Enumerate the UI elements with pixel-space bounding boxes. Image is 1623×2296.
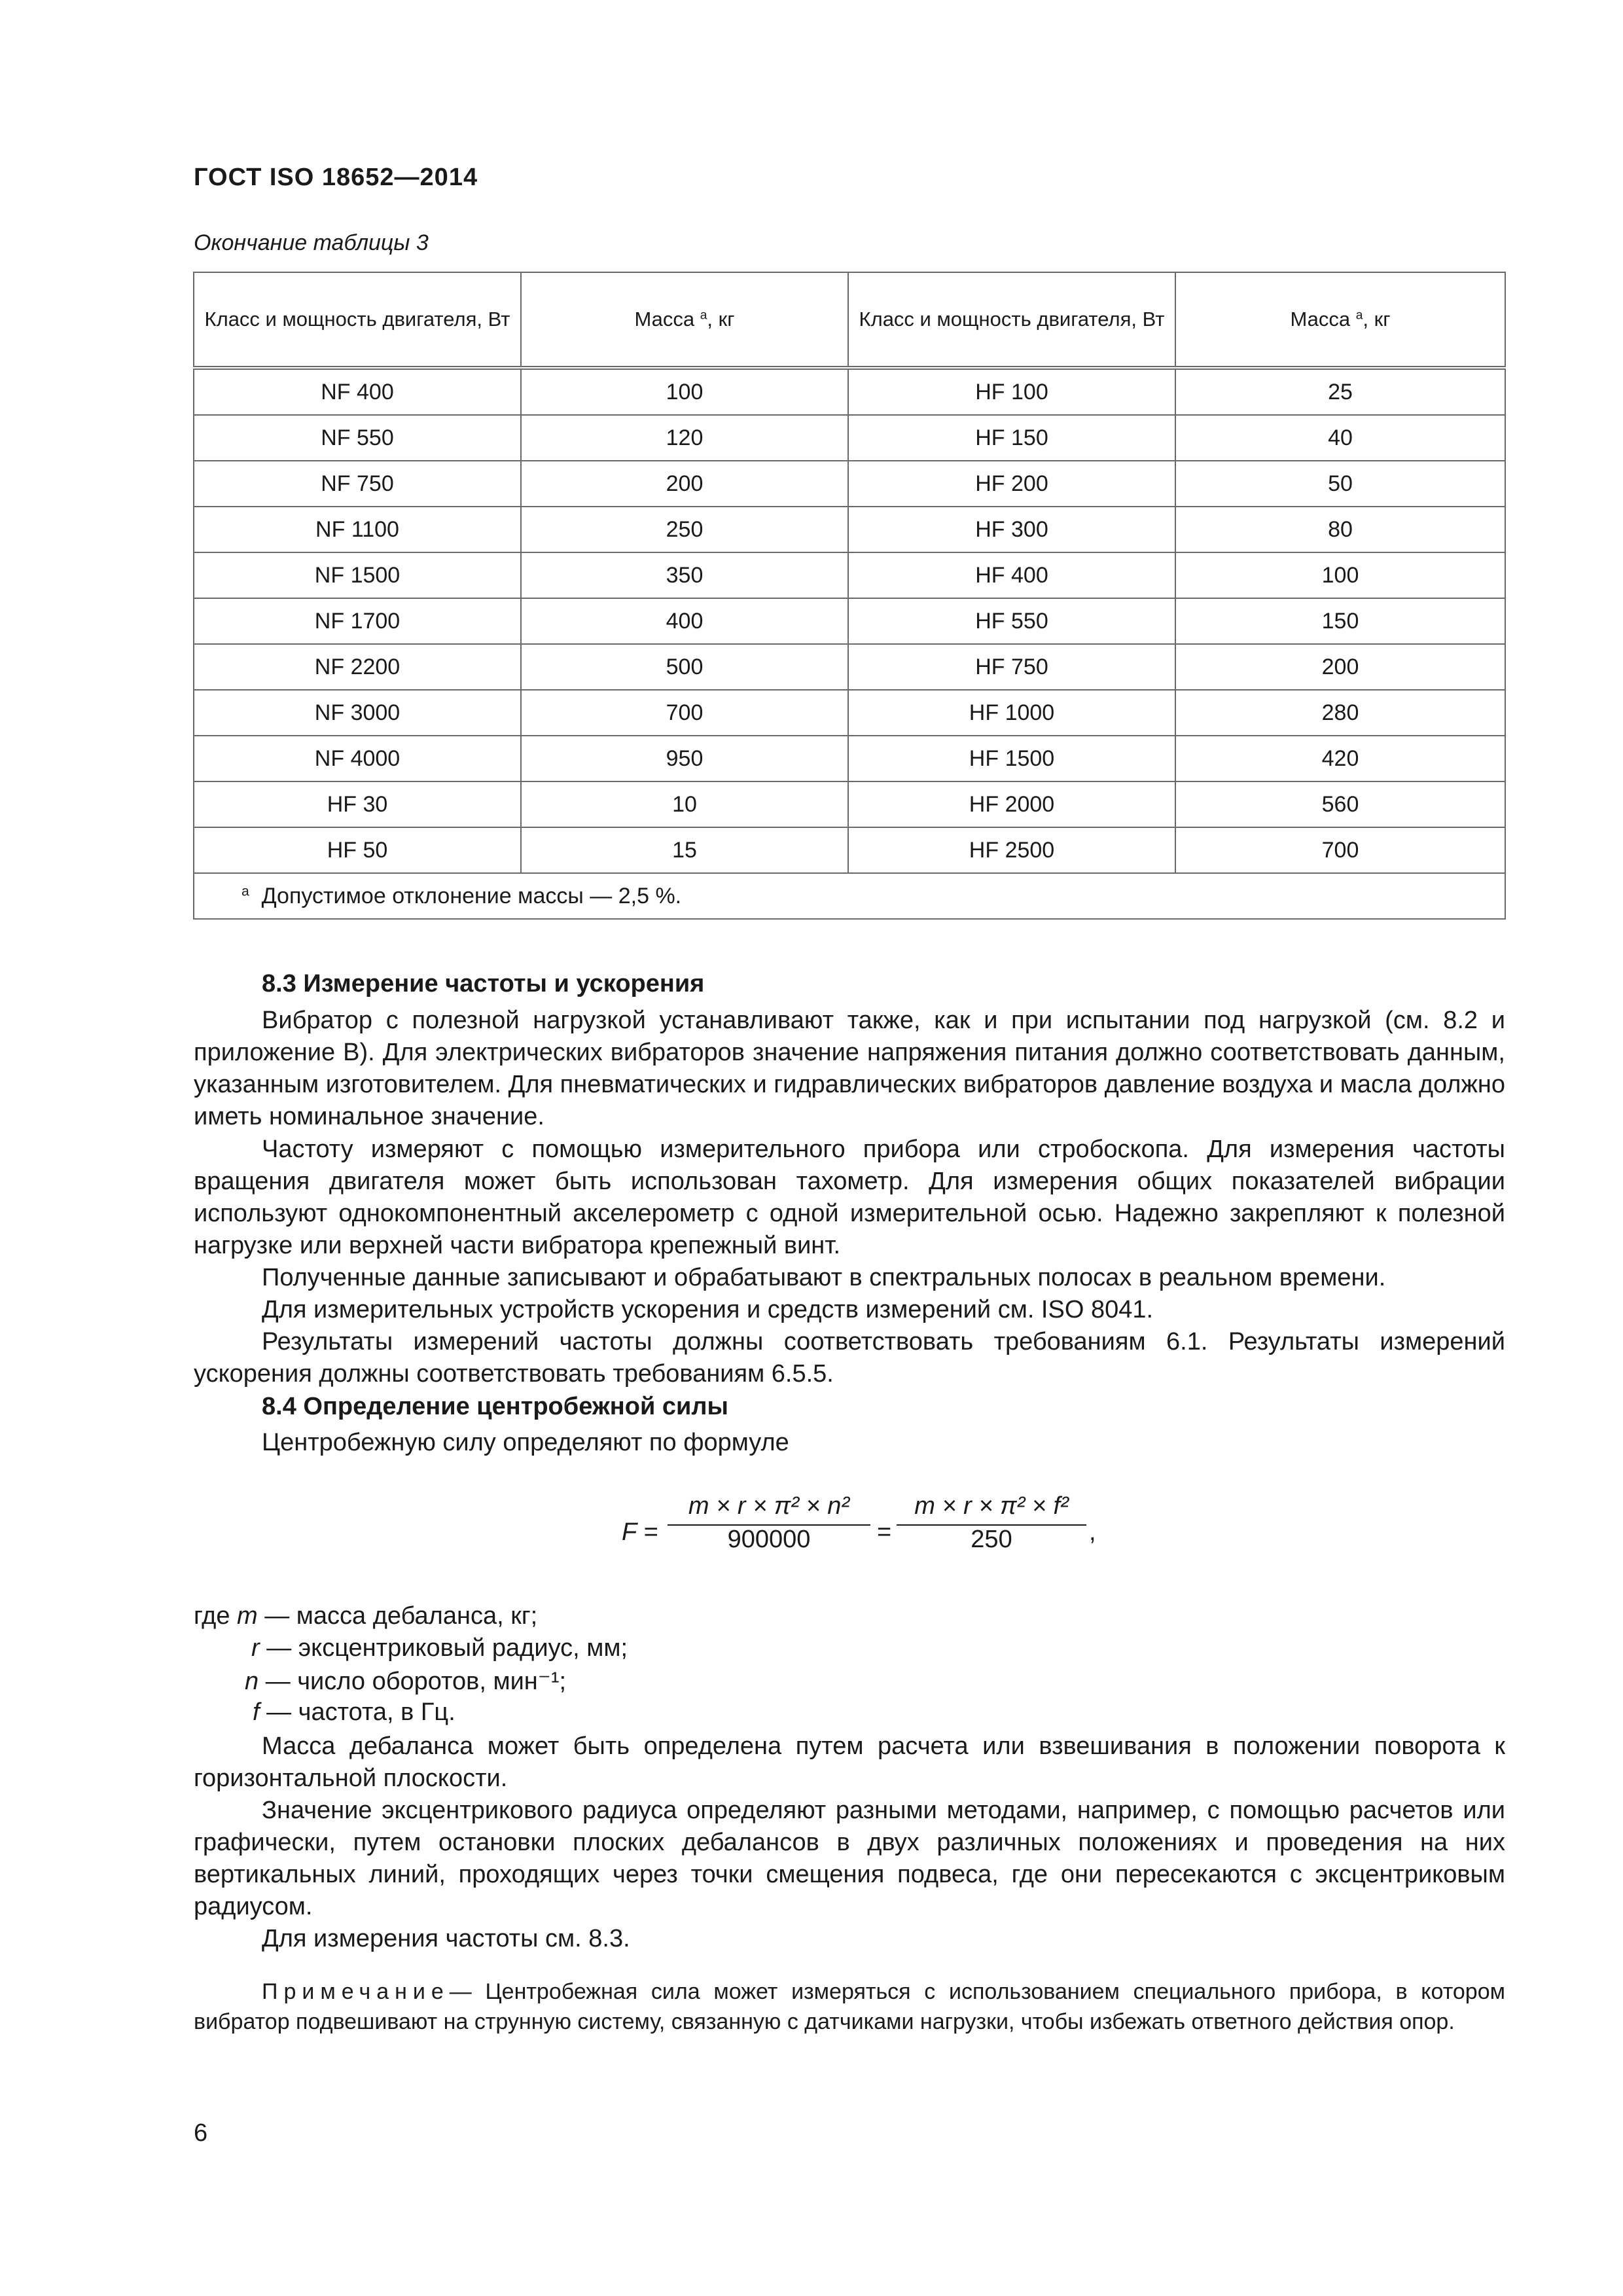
table-cell: 250 — [521, 507, 848, 552]
where-line — [245, 1666, 566, 1696]
header-unit: , кг — [1363, 308, 1391, 331]
table-cell: HF 30 — [194, 781, 521, 827]
table-cell: 40 — [1175, 415, 1505, 461]
document-title: ГОСТ ISO 18652—2014 — [194, 164, 478, 191]
table-cell: HF 50 — [194, 827, 521, 873]
where-line — [194, 1602, 537, 1630]
formula-equals: = — [877, 1518, 892, 1546]
table-row — [194, 736, 1505, 781]
where-variable: m — [237, 1602, 258, 1630]
formula-fraction-1 — [668, 1492, 870, 1554]
header-unit: , кг — [707, 308, 735, 331]
formula-numerator: m × r × π² × f² — [914, 1492, 1069, 1520]
formula-numerator: m × r × π² × n² — [688, 1492, 850, 1520]
table-cell: 420 — [1175, 736, 1505, 781]
table-cell: HF 550 — [848, 598, 1175, 644]
table-row — [194, 461, 1505, 507]
table-cell: NF 1100 — [194, 507, 521, 552]
table-cell: 15 — [521, 827, 848, 873]
table-cell: 100 — [521, 368, 848, 415]
note-label: Примечание — [262, 1979, 450, 2004]
table-row — [194, 552, 1505, 598]
table-cell: 280 — [1175, 690, 1505, 736]
table-cell: 120 — [521, 415, 848, 461]
table-cell: HF 1500 — [848, 736, 1175, 781]
table-row — [194, 644, 1505, 690]
table-row — [194, 368, 1505, 415]
where-line — [253, 1698, 455, 1727]
table-caption: Окончание таблицы 3 — [194, 230, 429, 255]
table-cell: NF 2200 — [194, 644, 521, 690]
table-cell: 500 — [521, 644, 848, 690]
table-cell: NF 4000 — [194, 736, 521, 781]
mass-table — [193, 272, 1506, 920]
footnote-mark: a — [241, 883, 249, 899]
where-line — [251, 1634, 628, 1662]
formula-denominator: 250 — [971, 1526, 1012, 1553]
header-class-power-left — [194, 272, 521, 368]
header-class-power-right — [848, 272, 1175, 368]
table-row — [194, 598, 1505, 644]
note — [194, 1977, 1505, 2037]
table-cell: HF 2500 — [848, 827, 1175, 873]
table-cell: HF 1000 — [848, 690, 1175, 736]
where-variable: f — [253, 1698, 260, 1726]
table-row — [194, 690, 1505, 736]
where-variable: n — [245, 1668, 259, 1695]
footnote-mark: a — [700, 308, 707, 323]
paragraph: Результаты измерений частоты должны соответствовать требованиям 6.1. Результаты измерений ускорения должны соответствовать требованиям 6.5.5. — [194, 1328, 1505, 1388]
paragraph: Вибратор с полезной нагрузкой устанавливают также, как и при испытании под нагрузкой (см. 8.2 и приложение В). Для электрических вибраторов значение напряжения питания должно соответствовать данным, указанным изготовителем. Для пневматических и гидравлических вибраторов давление воздуха и масла должно иметь номинальное значение. — [194, 1007, 1505, 1130]
table-cell: HF 100 — [848, 368, 1175, 415]
paragraph: Для измерительных устройств ускорения и средств измерений см. ISO 8041. — [262, 1296, 1154, 1323]
table-cell: 400 — [521, 598, 848, 644]
table-cell: NF 1500 — [194, 552, 521, 598]
table-cell: HF 400 — [848, 552, 1175, 598]
formula-fraction-2 — [897, 1492, 1086, 1554]
header-label: Класс и мощность двигателя, Вт — [204, 308, 510, 331]
note-text: — Центробежная сила может измеряться с использованием специального прибора, в котором вибратор подвешивают на струнную систему, связанную с датчиками нагрузки, чтобы избежать ответного действия опор. — [194, 1979, 1505, 2034]
table-cell: 150 — [1175, 598, 1505, 644]
header-mass-right — [1175, 272, 1505, 368]
header-label: Масса — [634, 308, 695, 331]
paragraph: Полученные данные записывают и обрабатывают в спектральных полосах в реальном времени. — [262, 1264, 1386, 1291]
table-cell: 560 — [1175, 781, 1505, 827]
table-cell: 200 — [1175, 644, 1505, 690]
table-cell: 80 — [1175, 507, 1505, 552]
table-cell: NF 400 — [194, 368, 521, 415]
table-cell: 350 — [521, 552, 848, 598]
formula-tail: , — [1089, 1518, 1096, 1546]
table-row — [194, 827, 1505, 873]
table-cell: 700 — [1175, 827, 1505, 873]
table-row — [194, 781, 1505, 827]
table-cell: 950 — [521, 736, 848, 781]
table-row — [194, 415, 1505, 461]
table-header-row — [194, 272, 1505, 368]
table-cell: HF 750 — [848, 644, 1175, 690]
header-label: Масса — [1290, 308, 1351, 331]
footnote-text: Допустимое отклонение массы — 2,5 %. — [261, 883, 682, 908]
table-cell: 25 — [1175, 368, 1505, 415]
formula-intro: Центробежную силу определяют по формуле — [262, 1429, 789, 1456]
paragraph: Частоту измеряют с помощью измерительного прибора или стробоскопа. Для измерения частоты вращения двигателя может быть использован тахометр. Для измерения общих показателей вибрации используют однокомпонентный акселерометр с одной измерительной осью. Надежно закрепляют к полезной нагрузке или верхней части вибратора крепежный винт. — [194, 1136, 1505, 1259]
formula-lhs: F = — [622, 1518, 658, 1546]
table-cell: 50 — [1175, 461, 1505, 507]
table-cell: NF 550 — [194, 415, 521, 461]
table-cell: HF 200 — [848, 461, 1175, 507]
formula-denominator: 900000 — [727, 1526, 811, 1553]
where-description: — эксцентриковый радиус, мм; — [259, 1634, 628, 1662]
table-cell: HF 300 — [848, 507, 1175, 552]
table-row — [194, 507, 1505, 552]
table-cell: 100 — [1175, 552, 1505, 598]
table-cell: HF 2000 — [848, 781, 1175, 827]
table-cell: 700 — [521, 690, 848, 736]
section-heading-8-4: 8.4 Определение центробежной силы — [262, 1393, 728, 1420]
table-cell: NF 1700 — [194, 598, 521, 644]
table-cell: NF 3000 — [194, 690, 521, 736]
where-variable: r — [251, 1634, 260, 1662]
header-label: Класс и мощность двигателя, Вт — [859, 308, 1165, 331]
where-description: — число оборотов, мин⁻¹; — [259, 1668, 567, 1695]
table-body — [194, 368, 1505, 873]
table-cell: NF 750 — [194, 461, 521, 507]
paragraph: Масса дебаланса может быть определена путем расчета или взвешивания в положении поворота к горизонтальной плоскости. — [194, 1732, 1505, 1792]
paragraph: Значение эксцентрикового радиуса определяют разными методами, например, с помощью расчетов или графически, путем остановки плоских дебалансов в двух различных положениях и проведения на них вертикальных линий, проходящих через точки смещения подвеса, где они пересекаются с эксцентриковым радиусом. — [194, 1797, 1505, 1920]
where-description: — масса дебаланса, кг; — [257, 1602, 538, 1630]
where-description: — частота, в Гц. — [259, 1698, 455, 1726]
section-heading-8-3: 8.3 Измерение частоты и ускорения — [262, 970, 705, 997]
where-prefix: где — [194, 1602, 238, 1630]
page-number: 6 — [194, 2119, 208, 2147]
table-cell: 200 — [521, 461, 848, 507]
table-cell: 10 — [521, 781, 848, 827]
table-footnote-row — [194, 873, 1505, 919]
centrifugal-force-formula — [622, 1492, 1145, 1577]
footnote-mark: a — [1355, 308, 1363, 323]
paragraph: Для измерения частоты см. 8.3. — [262, 1925, 630, 1952]
header-mass-left — [521, 272, 848, 368]
table-footnote — [194, 873, 1505, 919]
table-cell: HF 150 — [848, 415, 1175, 461]
